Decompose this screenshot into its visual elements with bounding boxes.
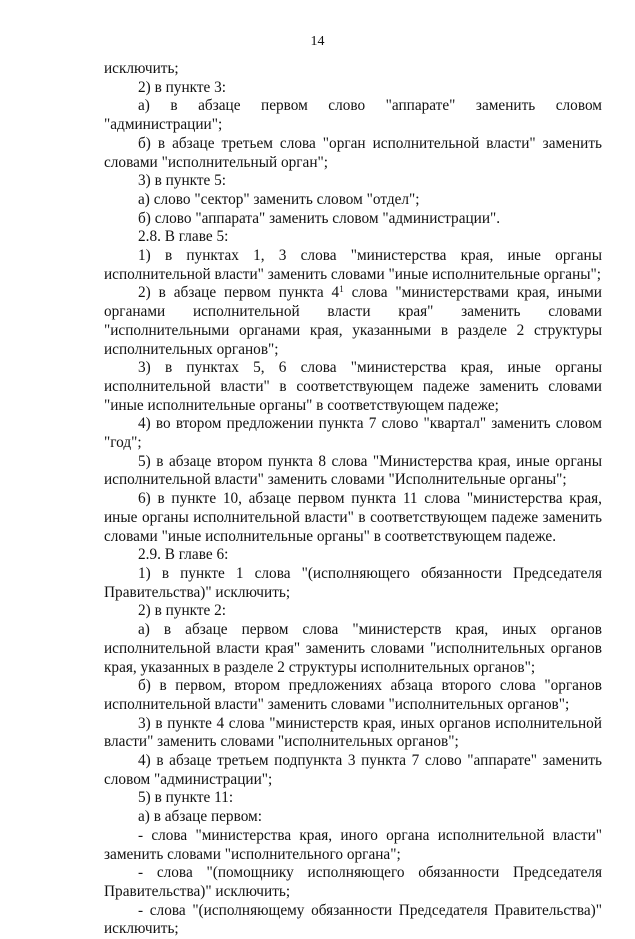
paragraph: исключить; xyxy=(104,60,179,77)
paragraph: 2) в пункте 2: xyxy=(138,602,227,620)
paragraph-text: 2) в абзаце первом пункта 4 xyxy=(138,284,340,302)
superscript: 1 xyxy=(339,284,344,295)
paragraph: 4) во втором предложении пункта 7 слово "квартал" заменить словом "год"; xyxy=(104,415,602,452)
list-item: - слова "(исполняющему обязанности Председателя Правительства)" исключить; xyxy=(104,901,602,938)
paragraph: 4) в абзаце третьем подпункта 3 пункта 7 слово "аппарате" заменить словом "администрации"; xyxy=(104,752,602,788)
paragraph: 5) в абзаце втором пункта 8 слова "Министерства края, иные органы исполнительной власти" заменить словами "Исполнительные органы"; xyxy=(104,452,602,489)
paragraph xyxy=(104,284,602,359)
document-body xyxy=(104,60,602,939)
paragraph: 3) в пунктах 5, 6 слова "министерства края, иные органы исполнительной власти" в соответствующем падеже заменить словами "иные исполнительные органы" в соответствующем падеже; xyxy=(104,359,602,414)
paragraph: а) в абзаце первом: xyxy=(138,808,262,826)
paragraph: 1) в пункте 1 слова "(исполняющего обязанности Председателя Правительства)" исключить; xyxy=(104,564,602,601)
page-number: 14 xyxy=(310,34,325,49)
paragraph: а) в абзаце первом слово "аппарате" заменить словом "администрации"; xyxy=(104,97,602,134)
paragraph-text: слова "министерствами края, иными органами исполнительной власти края" заменить словами "исполнительными органами края, указанными в разделе 2 структуры исполнительных органов"; xyxy=(104,284,602,358)
list-item: - слова "министерства края, иного органа исполнительной власти" заменить словами "исполнительного органа"; xyxy=(104,826,602,863)
paragraph: а) в абзаце первом слова "министерств края, иных органов исполнительной власти края" заменить словами "исполнительных органов края, указанных в разделе 2 структуры исполнительных органов"; xyxy=(104,621,602,676)
section-heading: 2.9. В главе 6: xyxy=(138,546,229,564)
paragraph: а) слово "сектор" заменить словом "отдел"; xyxy=(138,190,420,208)
paragraph: 3) в пункте 4 слова "министерств края, иных органов исполнительной власти" заменить словами "исполнительных органов"; xyxy=(104,714,602,751)
paragraph: 3) в пункте 5: xyxy=(138,172,227,190)
section-heading: 2.8. В главе 5: xyxy=(138,228,229,246)
paragraph: б) в первом, втором предложениях абзаца второго слова "органов исполнительной власти" заменить словами "исполнительных органов"; xyxy=(104,677,602,713)
paragraph: 5) в пункте 11: xyxy=(138,789,234,807)
paragraph: 2) в пункте 3: xyxy=(138,78,227,96)
paragraph: 1) в пунктах 1, 3 слова "министерства края, иные органы исполнительной власти" заменить словами "иные исполнительные органы"; xyxy=(104,247,602,283)
paragraph: 6) в пункте 10, абзаце первом пункта 11 слова "министерства края, иные органы исполнительной власти" в соответствующем падеже заменить словами "иные исполнительные органы" в соответствующем падеже. xyxy=(104,490,602,545)
paragraph: б) слово "аппарата" заменить словом "администрации". xyxy=(138,209,501,227)
list-item: - слова "(помощнику исполняющего обязанности Председателя Правительства)" исключить; xyxy=(104,864,602,900)
paragraph: б) в абзаце третьем слова "орган исполнительной власти" заменить словами "исполнительный орган"; xyxy=(104,134,602,171)
